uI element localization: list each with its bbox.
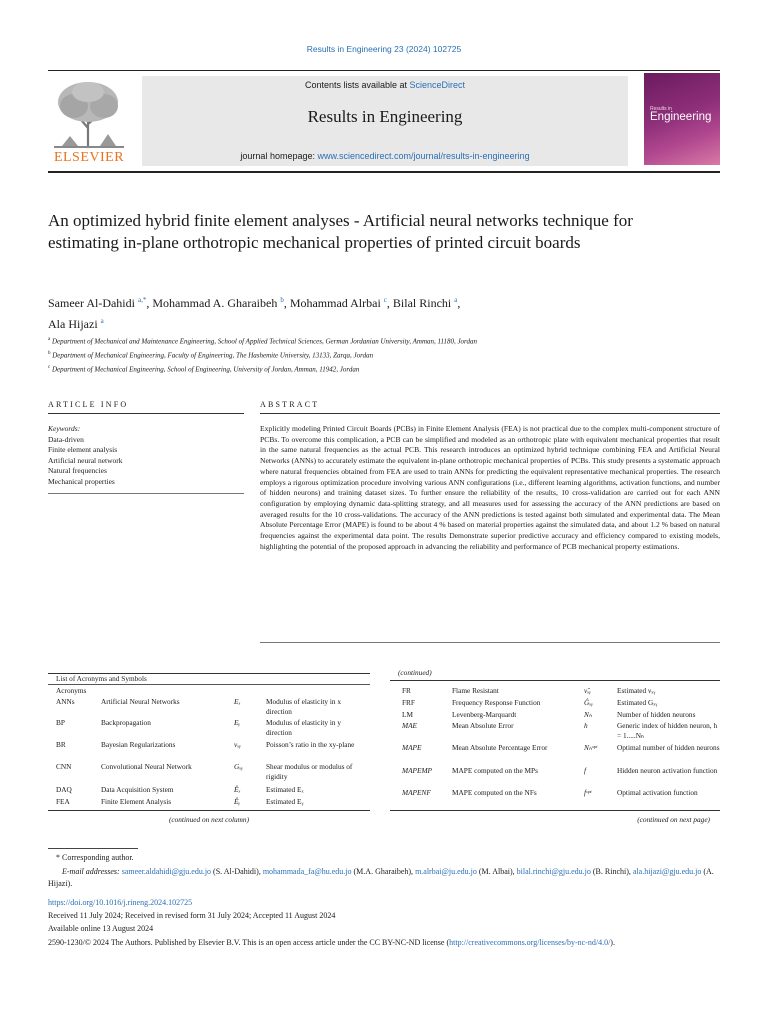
journal-homepage-line [142, 151, 628, 161]
keywords-block [48, 424, 244, 488]
keyword-item: Natural frequencies [48, 466, 107, 476]
keyword-item: Artificial neural network [48, 455, 123, 465]
acronym-cell: MAPE [402, 743, 422, 752]
affiliation-key: b [48, 350, 51, 356]
author-name[interactable]: Ala Hijazi [48, 317, 98, 331]
cover-subtitle: Results in [650, 106, 672, 112]
symbol-definition-cell: Optimal activation function [617, 788, 698, 797]
symbol-cell: Nₕᵒᵖᵗ [584, 743, 598, 752]
email-label: E-mail addresses: [62, 867, 120, 876]
email-owner: (M. Albai), [478, 867, 515, 876]
affiliation-text: Department of Mechanical Engineering, Faculty of Engineering, The Hashemite University, 13133, Zarqa, Jordan [52, 351, 374, 360]
definition-cell: Bayesian Regularizations [101, 740, 176, 749]
table-caption: List of Acronyms and Symbols [56, 674, 147, 683]
definition-cell: Levenberg-Marquardt [452, 710, 517, 719]
symbol-cell: Nₕ [584, 710, 592, 719]
symbol-cell: Êₓ [234, 785, 241, 794]
symbol-definition-cell: Poisson’s ratio in the xy-plane [266, 740, 355, 749]
header-top-rule [48, 70, 720, 71]
acronym-cell: BR [56, 740, 66, 749]
acronym-cell: FRF [402, 698, 415, 707]
symbol-definition-cell: Optimal number of hidden neurons [617, 743, 720, 752]
journal-cover-thumbnail[interactable] [644, 73, 720, 165]
acronym-cell: BP [56, 718, 65, 727]
table-subheading: Acronyms [56, 686, 87, 695]
author-name[interactable]: Bilal Rinchi [392, 296, 452, 310]
acronym-cell: LM [402, 710, 413, 719]
author-affiliation-mark[interactable]: a [100, 317, 104, 325]
symbol-cell: νₓᵧ [234, 740, 241, 749]
affiliation-text: Department of Mechanical Engineering, School of Engineering, University of Jordan, Amman, 11942, Jordan [51, 364, 360, 373]
article-title: An optimized hybrid finite element analyses - Artificial neural networks technique for estimating in-plane orthotropic mechanical properties of printed circuit boards [48, 211, 633, 252]
abstract-bottom-rule [260, 642, 720, 643]
license-text: 2590-1230/© 2024 The Authors. Published by Elsevier B.V. This is an open access article under the CC BY-NC-ND license ( [48, 938, 450, 947]
definition-cell: Mean Absolute Percentage Error [452, 743, 548, 752]
definition-cell: Mean Absolute Error [452, 721, 514, 730]
journal-reference[interactable]: Results in Engineering 23 (2024) 102725 [306, 44, 462, 54]
affiliation-item [48, 348, 708, 362]
acronym-cell: FR [402, 686, 411, 695]
symbol-cell: fᵒᵖᵗ [584, 788, 592, 797]
table-caption: (continued) [398, 668, 432, 677]
cover-title: Engineering [650, 111, 712, 123]
keyword-item: Mechanical properties [48, 476, 115, 486]
header-bottom-rule [48, 171, 720, 173]
abstract-text: Explicitly modeling Printed Circuit Boards (PCBs) in Finite Element Analysis (FEA) is not practical due to the complex multi-component structure of PCBs. To overcome this complication, a PCB can be simplified and modeled as an orthotropic plate with equivalent mechanical properties that result in the same natural frequencies as the actual PCB. This research introduces an optimized hybrid technique combining FEA and Artificial Neural Networks (ANNs) to accurately estimate the equivalent in-plane orthotropic mechanical properties of PCBs. This study presents a systematic approach where natural frequencies obtained from FEA are used to train ANNs for predicting the equivalent representative mechanical properties. The research employs a rigorous optimization procedure involving various ANN configurations (i.e., different learning algorithms, activation functions, and number of hidden neurons) and training dataset sizes. To further ensure the reliability of the results, 10 cross-validation are carried out for each ANN configuration by employing dynamic data-splitting strategy, and all measures used for assessing the accuracy of the ANN predictions are based on averaged results for the 10 cross-validations. The accuracy of the ANN predictions is tested against both simulated and experimental data. The Mean Absolute Percentage Error (MAPE) is found to be about 4 % based on material properties against the simulated data, and about 1.2 % based on natural frequencies against the experimental data point. The results Demonstrate superior predictive accuracy and efficiency compared to existing models, highlighting the potential of the proposed approach in advancing the reliability and performance of PCB mechanical property estimations. [260, 424, 720, 551]
acronym-cell: CNN [56, 762, 72, 771]
acronym-cell: FEA [56, 797, 70, 806]
symbol-definition-cell: Estimated Eₓ [266, 785, 304, 794]
doi-link[interactable]: https://doi.org/10.1016/j.rineng.2024.102725 [48, 898, 193, 907]
symbol-cell: Êᵧ [234, 797, 241, 806]
journal-title: Results in Engineering [307, 107, 463, 126]
affiliation-text: Department of Mechanical and Maintenance Engineering, School of Applied Technical Sciences, German Jordanian University, Amman, 11180, Jordan [51, 337, 478, 346]
email-owner: (B. Rinchi), [592, 867, 631, 876]
definition-cell: Flame Resistant [452, 686, 499, 695]
symbol-definition-cell: Shear modulus or modulus of rigidity [266, 762, 353, 781]
acronym-table-continued [402, 686, 720, 808]
article-info-heading: ARTICLE INFO [48, 400, 129, 409]
definition-cell: MAPE computed on the MPs [452, 766, 538, 775]
table-continued-note: (continued on next page) [637, 815, 710, 824]
symbol-definition-cell: Modulus of elasticity in x direction [266, 697, 341, 716]
email-link[interactable]: sameer.aldahidi@gju.edu.jo [121, 867, 212, 876]
email-addresses [48, 866, 720, 890]
license-link[interactable]: http://creativecommons.org/licenses/by-nc-nd/4.0/ [449, 938, 611, 947]
affiliation-item [48, 334, 708, 348]
keyword-item: Finite element analysis [48, 445, 118, 455]
definition-cell: Frequency Response Function [452, 698, 541, 707]
license-end: ). [610, 938, 615, 947]
email-link[interactable]: bilal.rinchi@gju.edu.jo [516, 867, 591, 876]
keyword-item: Data-driven [48, 434, 84, 444]
table-header-rule [48, 684, 370, 685]
article-info-rule [48, 413, 244, 414]
footnote-rule [48, 848, 138, 849]
email-owner: (A. Hijazi). [48, 867, 714, 888]
email-link[interactable]: ala.hijazi@gju.edu.jo [632, 867, 702, 876]
symbol-cell: f [584, 766, 587, 775]
sciencedirect-link[interactable]: ScienceDirect [409, 80, 466, 90]
email-link[interactable]: m.alrbai@ju.edu.jo [415, 867, 477, 876]
definition-cell: Backpropagation [101, 718, 151, 727]
acronym-cell: MAPEMP [402, 766, 432, 775]
author-affiliation-mark[interactable]: c [383, 296, 387, 304]
symbol-cell: Ĝₓᵧ [584, 698, 594, 707]
table-bottom-rule [48, 810, 370, 811]
author-list: Sameer Al-Dahidi $^{a,*}$, Mohammad A. Gharaibeh $^b$, Mohammad Alrbai $^c$, Bilal Rinchi $^a$, Ala Hijazi $^a$ [48, 296, 461, 331]
homepage-prefix: journal homepage: [240, 151, 318, 161]
symbol-definition-cell: Generic index of hidden neuron, h = 1.....Nₕ [617, 721, 718, 740]
acronym-cell: MAPENF [402, 788, 431, 797]
table-bottom-rule [390, 810, 720, 811]
corresponding-author-note: * Corresponding author. [56, 853, 134, 862]
definition-cell: MAPE computed on the NFs [452, 788, 537, 797]
definition-cell: Finite Element Analysis [101, 797, 172, 806]
email-owner: (M.A. Gharaibeh), [353, 867, 414, 876]
symbol-cell: ν̂ₓᵧ [584, 686, 591, 695]
email-owner: (S. Al-Dahidi), [213, 867, 261, 876]
definition-cell: Artificial Neural Networks [101, 697, 180, 706]
symbol-cell: Eᵧ [234, 718, 241, 727]
symbol-definition-cell: Estimated νₓᵧ [617, 686, 656, 695]
symbol-definition-cell: Modulus of elasticity in y direction [266, 718, 341, 737]
table-top-rule [390, 680, 720, 681]
keywords-label: Keywords: [48, 424, 81, 433]
symbol-cell: Gₓᵧ [234, 762, 244, 771]
symbol-definition-cell: Hidden neuron activation function [617, 766, 718, 775]
available-online-date: Available online 13 August 2024 [48, 924, 154, 933]
symbol-definition-cell: Number of hidden neurons [617, 710, 696, 719]
author-name[interactable]: Mohammad Alrbai [289, 296, 381, 310]
author-affiliation-mark[interactable]: a,* [137, 296, 147, 304]
article-info-bottom-rule [48, 493, 244, 494]
author-name[interactable]: Sameer Al-Dahidi [48, 296, 135, 310]
table-continued-note: (continued on next column) [168, 815, 250, 824]
elsevier-wordmark: ELSEVIER [53, 150, 125, 165]
abstract-heading: ABSTRACT [260, 400, 320, 409]
affiliation-key: c [48, 364, 51, 370]
definition-cell: Convolutional Neural Network [101, 762, 192, 771]
author-affiliation-mark[interactable]: b [280, 296, 284, 304]
symbol-cell: Eₓ [234, 697, 241, 706]
abstract-rule [260, 413, 720, 414]
acronym-cell: DAQ [56, 785, 72, 794]
affiliation-list [48, 334, 708, 375]
author-name[interactable]: Mohammad A. Gharaibeh [152, 296, 278, 310]
homepage-link[interactable]: www.sciencedirect.com/journal/results-in-engineering [317, 151, 530, 161]
definition-cell: Data Acquisition System [101, 785, 174, 794]
affiliation-item [48, 362, 708, 376]
received-dates: Received 11 July 2024; Received in revised form 31 July 2024; Accepted 11 August 2024 [48, 911, 336, 920]
acronym-cell: MAE [402, 721, 417, 730]
symbol-definition-cell: Estimated Gₓᵧ [617, 698, 658, 707]
email-link[interactable]: mohammada_fa@hu.edu.jo [262, 867, 352, 876]
contents-line [142, 80, 628, 90]
acronym-table [56, 697, 370, 807]
symbol-cell: h [584, 721, 588, 730]
author-affiliation-mark[interactable]: a [454, 296, 458, 304]
affiliation-key: a [48, 337, 51, 342]
symbol-definition-cell: Estimated Eᵧ [266, 797, 304, 806]
acronym-cell: ANNs [56, 697, 75, 706]
license-statement [48, 937, 720, 949]
contents-prefix: Contents lists available at [304, 80, 410, 90]
